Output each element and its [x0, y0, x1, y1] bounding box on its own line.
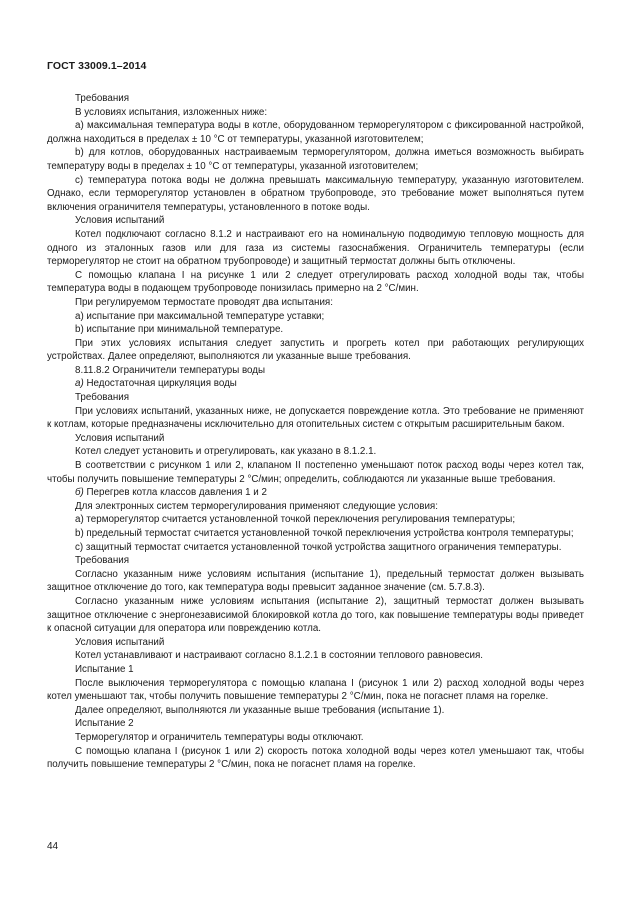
paragraph: При этих условиях испытания следует запустить и прогреть котел при работающих регулирующих устройствах. Далее определяют, выполняются ли указанные выше требования.: [47, 337, 584, 363]
list-item: а) терморегулятор считается установленной точкой переключения регулирования температуры;: [75, 514, 516, 526]
paragraph: Согласно указанным ниже условиям испытания (испытание 1), предельный термостат должен вызывать защитное отключение до того, как температура воды превысит заданное значение (см. 5.7.8.3).: [47, 568, 584, 594]
section-heading: Требования: [75, 93, 130, 104]
list-item: а) максимальная температура воды в котле, оборудованном терморегулятором с фиксированной настройкой, должна находиться в пределах ± 10 °С от температуры, указанной изготовителем;: [47, 120, 584, 145]
subclause-marker: б): [75, 487, 84, 499]
list-item: с) защитный термостат считается установленной точкой устройства защитного ограничения температуры.: [75, 541, 562, 553]
paragraph: Котел устанавливают и настраивают согласно 8.1.2.1 в состоянии теплового равновесия.: [75, 650, 484, 662]
section-heading: Условия испытаний: [75, 432, 165, 444]
subclause-heading: [47, 486, 584, 500]
list-item: b) испытание при минимальной температуре.: [75, 324, 284, 336]
page-number: 44: [47, 841, 59, 852]
paragraph: Далее определяют, выполняются ли указанные выше требования (испытание 1).: [75, 704, 445, 716]
paragraph: Котел подключают согласно 8.1.2 и настраивают его на номинальную подводимую тепловую мощность для одного из эталонных газов или для газа из системы газоснабжения. Ограничитель температуры (если терморегулятор не стоит на обратном трубопроводе) и защитный термостат должны быть отключены.: [47, 228, 584, 268]
paragraph: В соответствии с рисунком 1 или 2, клапаном II постепенно уменьшают поток расход воды через котел так, чтобы получить повышение температуры 2 °С/мин; определить, соблюдаются ли указанные выше требования.: [47, 460, 584, 485]
paragraph: Согласно указанным ниже условиям испытания (испытание 2), защитный термостат должен вызывать защитное отключение с энергонезависимой блокировкой котла до того, как повышение температуры воды приведет к опасной ситуации для оператора или повреждению котла.: [47, 595, 584, 635]
paragraph: В условиях испытания, изложенных ниже:: [75, 106, 268, 118]
paragraph: Для электронных систем терморегулирования применяют следующие условия:: [75, 500, 438, 512]
subclause-marker: а): [75, 378, 84, 390]
paragraph: С помощью клапана I (рисунок 1 или 2) скорость потока холодной воды через котел уменьшают так, чтобы получить повышение температуры 2 °С/мин, пока не погаснет пламя на горелке.: [47, 745, 584, 771]
test-heading: Испытание 2: [75, 718, 134, 730]
section-heading: Условия испытаний: [75, 636, 165, 648]
clause-heading: 8.11.8.2 Ограничители температуры воды: [75, 364, 266, 376]
section-heading: Условия испытаний: [75, 215, 165, 227]
paragraph: Терморегулятор и ограничитель температуры воды отключают.: [75, 731, 364, 743]
list-item: с) температура потока воды не должна превышать максимальную температуру, указанную изготовителем. Однако, если терморегулятор установлен в обратном трубопроводе, это требование может выполняться путем включения ограничителя температуры, установленного в потоке воды.: [47, 174, 584, 213]
paragraph: Котел следует установить и отрегулировать, как указано в 8.1.2.1.: [75, 446, 377, 458]
section-heading: Требования: [75, 392, 130, 404]
document-body: [47, 92, 584, 772]
document-header: ГОСТ 33009.1–2014: [47, 60, 147, 72]
list-item: b) предельный термостат считается установленной точкой переключения устройства контроля температуры;: [75, 528, 574, 539]
paragraph: После выключения терморегулятора с помощью клапана I (рисунок 1 или 2) расход холодной воды через котел уменьшают так, чтобы получить повышение температуры 2 °С/мин, пока не погаснет пламя на горелке.: [47, 677, 584, 703]
test-heading: Испытание 1: [75, 663, 134, 675]
subclause-title: Недостаточная циркуляция воды: [83, 378, 237, 390]
list-item: а) испытание при максимальной температуре уставки;: [75, 310, 325, 322]
paragraph: С помощью клапана I на рисунке 1 или 2 следует отрегулировать расход холодной воды так, чтобы температура воды в подающем трубопроводе понизилась примерно на 2 °С/мин.: [47, 269, 584, 295]
subclause-heading: [47, 377, 584, 391]
list-item: b) для котлов, оборудованных настраиваемым терморегулятором, должна иметься возможность выбирать температуру воды в пределах ± 10 °С от температуры, указанной изготовителем;: [47, 147, 584, 172]
subclause-title: Перегрев котла классов давления 1 и 2: [83, 487, 267, 499]
section-heading: Требования: [75, 555, 130, 567]
paragraph: При регулируемом термостате проводят два испытания:: [75, 296, 333, 308]
paragraph: При условиях испытаний, указанных ниже, не допускается повреждение котла. Это требование не применяют к котлам, которые предназначены исключительно для отопительных систем с открытым расширительным баком.: [47, 405, 584, 431]
